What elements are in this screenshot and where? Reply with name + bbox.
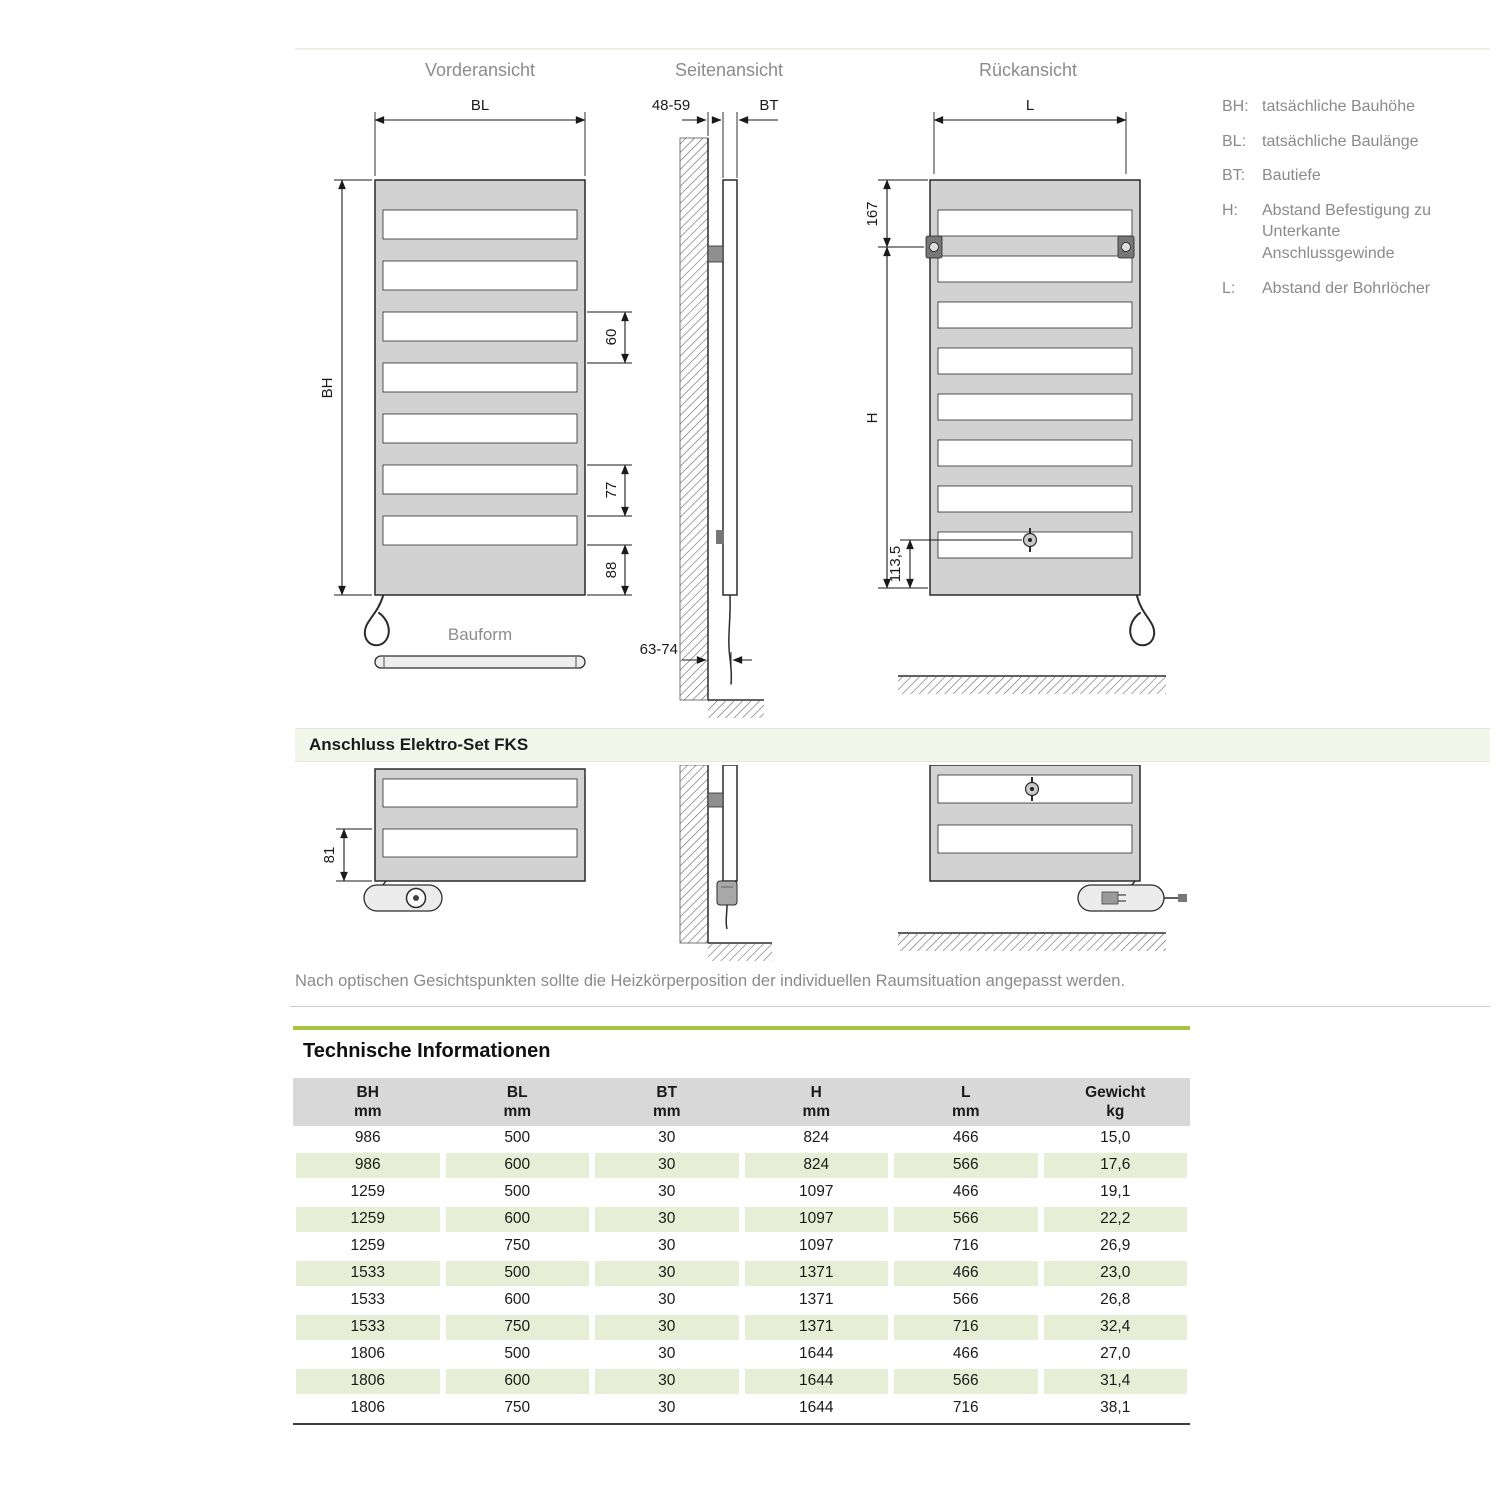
table-cell: 600	[443, 1153, 593, 1180]
table-cell: 824	[742, 1126, 892, 1153]
table-row	[293, 1261, 1190, 1288]
bauform-label: Bauform	[447, 625, 513, 644]
table-cell: 566	[891, 1288, 1041, 1315]
legend-text: Abstand der Bohrlöcher	[1262, 279, 1431, 297]
table-row	[293, 1369, 1190, 1396]
table-cell: 566	[891, 1369, 1041, 1396]
table-cell: 1371	[742, 1261, 892, 1288]
table-row	[293, 1180, 1190, 1207]
accent-bar	[293, 1026, 1190, 1030]
rear-view-heading: Rückansicht	[978, 60, 1078, 80]
section-divider	[290, 1006, 1490, 1007]
bauform-profile	[375, 656, 585, 668]
table-cell: 23,0	[1041, 1261, 1191, 1288]
table-cell: 32,4	[1041, 1315, 1191, 1342]
mounting-bracket-left	[926, 236, 942, 258]
legend-text: Bautiefe	[1262, 167, 1321, 185]
table-cell: 38,1	[1041, 1396, 1191, 1423]
table-cell: 30	[592, 1126, 742, 1153]
table-title: Technische Informationen	[303, 1040, 551, 1062]
table-cell: 1097	[742, 1180, 892, 1207]
rear-view-drawing	[864, 97, 1166, 694]
table-cell: 1259	[293, 1234, 443, 1261]
table-cell: 1533	[293, 1315, 443, 1342]
side-view-drawing	[640, 97, 779, 718]
table-cell: 30	[592, 1153, 742, 1180]
fks-section-title: Anschluss Elektro-Set FKS	[309, 735, 529, 754]
table-cell: 1806	[293, 1396, 443, 1423]
table-cell: 26,9	[1041, 1234, 1191, 1261]
technical-drawing-main	[280, 60, 1200, 728]
radiator-side-panel	[723, 180, 737, 595]
table-cell: 1806	[293, 1369, 443, 1396]
column-header-gewicht: Gewicht kg	[1041, 1078, 1191, 1126]
table-cell: 17,6	[1041, 1153, 1191, 1180]
table-cell: 30	[592, 1342, 742, 1369]
floor-hatch-fks-side	[708, 943, 772, 961]
dim-label-60: 60	[603, 328, 620, 346]
legend-text: tatsächliche Baulänge	[1262, 132, 1419, 150]
table-cell: 716	[891, 1234, 1041, 1261]
column-header-h: H mm	[742, 1078, 892, 1126]
dim-label-77: 77	[603, 481, 620, 499]
legend-item-l	[1222, 278, 1474, 300]
table-cell: 750	[443, 1315, 593, 1342]
top-rule	[295, 48, 1490, 50]
wall-bracket-fks	[708, 793, 723, 807]
technical-drawing-fks	[280, 765, 1200, 970]
table-cell: 716	[891, 1315, 1041, 1342]
table-cell: 30	[592, 1261, 742, 1288]
table-cell: 1371	[742, 1315, 892, 1342]
table-row	[293, 1315, 1190, 1342]
dim-label-bl: BL	[470, 97, 490, 114]
table-cell: 600	[443, 1369, 593, 1396]
legend-item-bt	[1222, 165, 1474, 187]
rear-cable	[1130, 596, 1154, 645]
dim-label-113: 113,5	[887, 545, 904, 583]
table-cell: 30	[592, 1180, 742, 1207]
fks-section-header	[295, 728, 1490, 762]
dim-label-wall-gap: 48-59	[651, 97, 691, 114]
column-header-bt: BT mm	[592, 1078, 742, 1126]
table-row	[293, 1153, 1190, 1180]
table-cell: 986	[293, 1153, 443, 1180]
front-view-drawing	[319, 97, 632, 668]
legend-text: Abstand Befestigung zu Unterkante Anschlussgewinde	[1262, 201, 1432, 262]
valve-knob	[716, 530, 724, 544]
dim-label-h: H	[864, 412, 881, 424]
electro-set-unit-rear	[1078, 885, 1187, 911]
table-cell: 1644	[742, 1396, 892, 1423]
heating-element	[717, 881, 737, 905]
electro-set-unit-front	[364, 885, 442, 911]
column-header-bl: BL mm	[443, 1078, 593, 1126]
front-cable	[365, 596, 389, 645]
front-view-heading: Vorderansicht	[424, 60, 536, 80]
side-cable	[729, 595, 732, 684]
legend-key: H:	[1222, 201, 1238, 219]
table-row	[293, 1234, 1190, 1261]
dim-label-81: 81	[321, 846, 338, 864]
table-cell: 466	[891, 1342, 1041, 1369]
dim-label-88: 88	[603, 561, 620, 579]
table-cell: 500	[443, 1126, 593, 1153]
legend-text: tatsächliche Bauhöhe	[1262, 98, 1415, 115]
wall-bracket	[708, 246, 723, 262]
table-cell: 750	[443, 1234, 593, 1261]
table-cell: 1533	[293, 1261, 443, 1288]
plug-icon	[1178, 894, 1187, 902]
table-cell: 30	[592, 1369, 742, 1396]
table-cell: 31,4	[1041, 1369, 1191, 1396]
table-cell: 30	[592, 1234, 742, 1261]
dim-label-bh: BH	[319, 377, 336, 399]
table-cell: 716	[891, 1396, 1041, 1423]
table-cell: 1806	[293, 1342, 443, 1369]
dim-label-bt: BT	[759, 97, 779, 114]
table-cell: 1644	[742, 1369, 892, 1396]
table-row	[293, 1288, 1190, 1315]
fks-rear-drawing	[898, 765, 1187, 951]
table-row	[293, 1126, 1190, 1153]
note-text: Nach optischen Gesichtspunkten sollte die Heizkörperposition der individuellen Raumsituation angepasst werden.	[295, 972, 1126, 990]
wall-hatch	[680, 138, 708, 700]
technical-data-table	[293, 1078, 1190, 1425]
mounting-bracket-right	[1118, 236, 1134, 258]
dim-label-l: L	[1025, 97, 1035, 114]
table-cell: 27,0	[1041, 1342, 1191, 1369]
table-cell: 566	[891, 1153, 1041, 1180]
table-cell: 1371	[742, 1288, 892, 1315]
table-cell: 15,0	[1041, 1126, 1191, 1153]
table-cell: 19,1	[1041, 1180, 1191, 1207]
table-cell: 1644	[742, 1342, 892, 1369]
table-cell: 986	[293, 1126, 443, 1153]
table-cell: 824	[742, 1153, 892, 1180]
table-cell: 1533	[293, 1288, 443, 1315]
legend-key: BL:	[1222, 132, 1247, 150]
legend-key: BT:	[1222, 167, 1246, 185]
legend-key: BH:	[1222, 98, 1249, 115]
table-cell: 30	[592, 1315, 742, 1342]
table-cell: 466	[891, 1126, 1041, 1153]
table-cell: 22,2	[1041, 1207, 1191, 1234]
table-cell: 1259	[293, 1180, 443, 1207]
table-cell: 500	[443, 1342, 593, 1369]
table-cell: 500	[443, 1261, 593, 1288]
table-cell: 600	[443, 1207, 593, 1234]
legend-item-bl	[1222, 131, 1474, 153]
wall-hatch-fks	[680, 765, 708, 943]
table-row	[293, 1207, 1190, 1234]
table-row	[293, 1342, 1190, 1369]
table-cell: 1097	[742, 1234, 892, 1261]
table-cell: 600	[443, 1288, 593, 1315]
fks-side-drawing	[680, 765, 772, 961]
legend	[1222, 96, 1474, 312]
fks-side-cable	[726, 905, 727, 929]
table-cell: 30	[592, 1207, 742, 1234]
floor-hatch-side	[708, 700, 764, 718]
table-header-row	[293, 1078, 1190, 1126]
table-cell: 1259	[293, 1207, 443, 1234]
fks-front-drawing	[321, 769, 585, 911]
dim-label-bottom-gap: 63-74	[639, 641, 678, 658]
legend-item-bh	[1222, 96, 1474, 118]
table-cell: 1097	[742, 1207, 892, 1234]
table-row	[293, 1396, 1190, 1423]
legend-key: L:	[1222, 279, 1236, 297]
table-cell: 466	[891, 1180, 1041, 1207]
legend-item-h	[1222, 200, 1474, 265]
column-header-bh: BH mm	[293, 1078, 443, 1126]
table-cell: 500	[443, 1180, 593, 1207]
table-cell: 566	[891, 1207, 1041, 1234]
floor-hatch-fks-rear	[898, 933, 1166, 951]
table-cell: 30	[592, 1288, 742, 1315]
table-cell: 750	[443, 1396, 593, 1423]
floor-hatch-rear	[898, 676, 1166, 694]
table-cell: 26,8	[1041, 1288, 1191, 1315]
column-header-l: L mm	[891, 1078, 1041, 1126]
table-cell: 30	[592, 1396, 742, 1423]
table-cell: 466	[891, 1261, 1041, 1288]
side-view-heading: Seitenansicht	[674, 60, 784, 80]
dim-label-167: 167	[864, 201, 881, 227]
